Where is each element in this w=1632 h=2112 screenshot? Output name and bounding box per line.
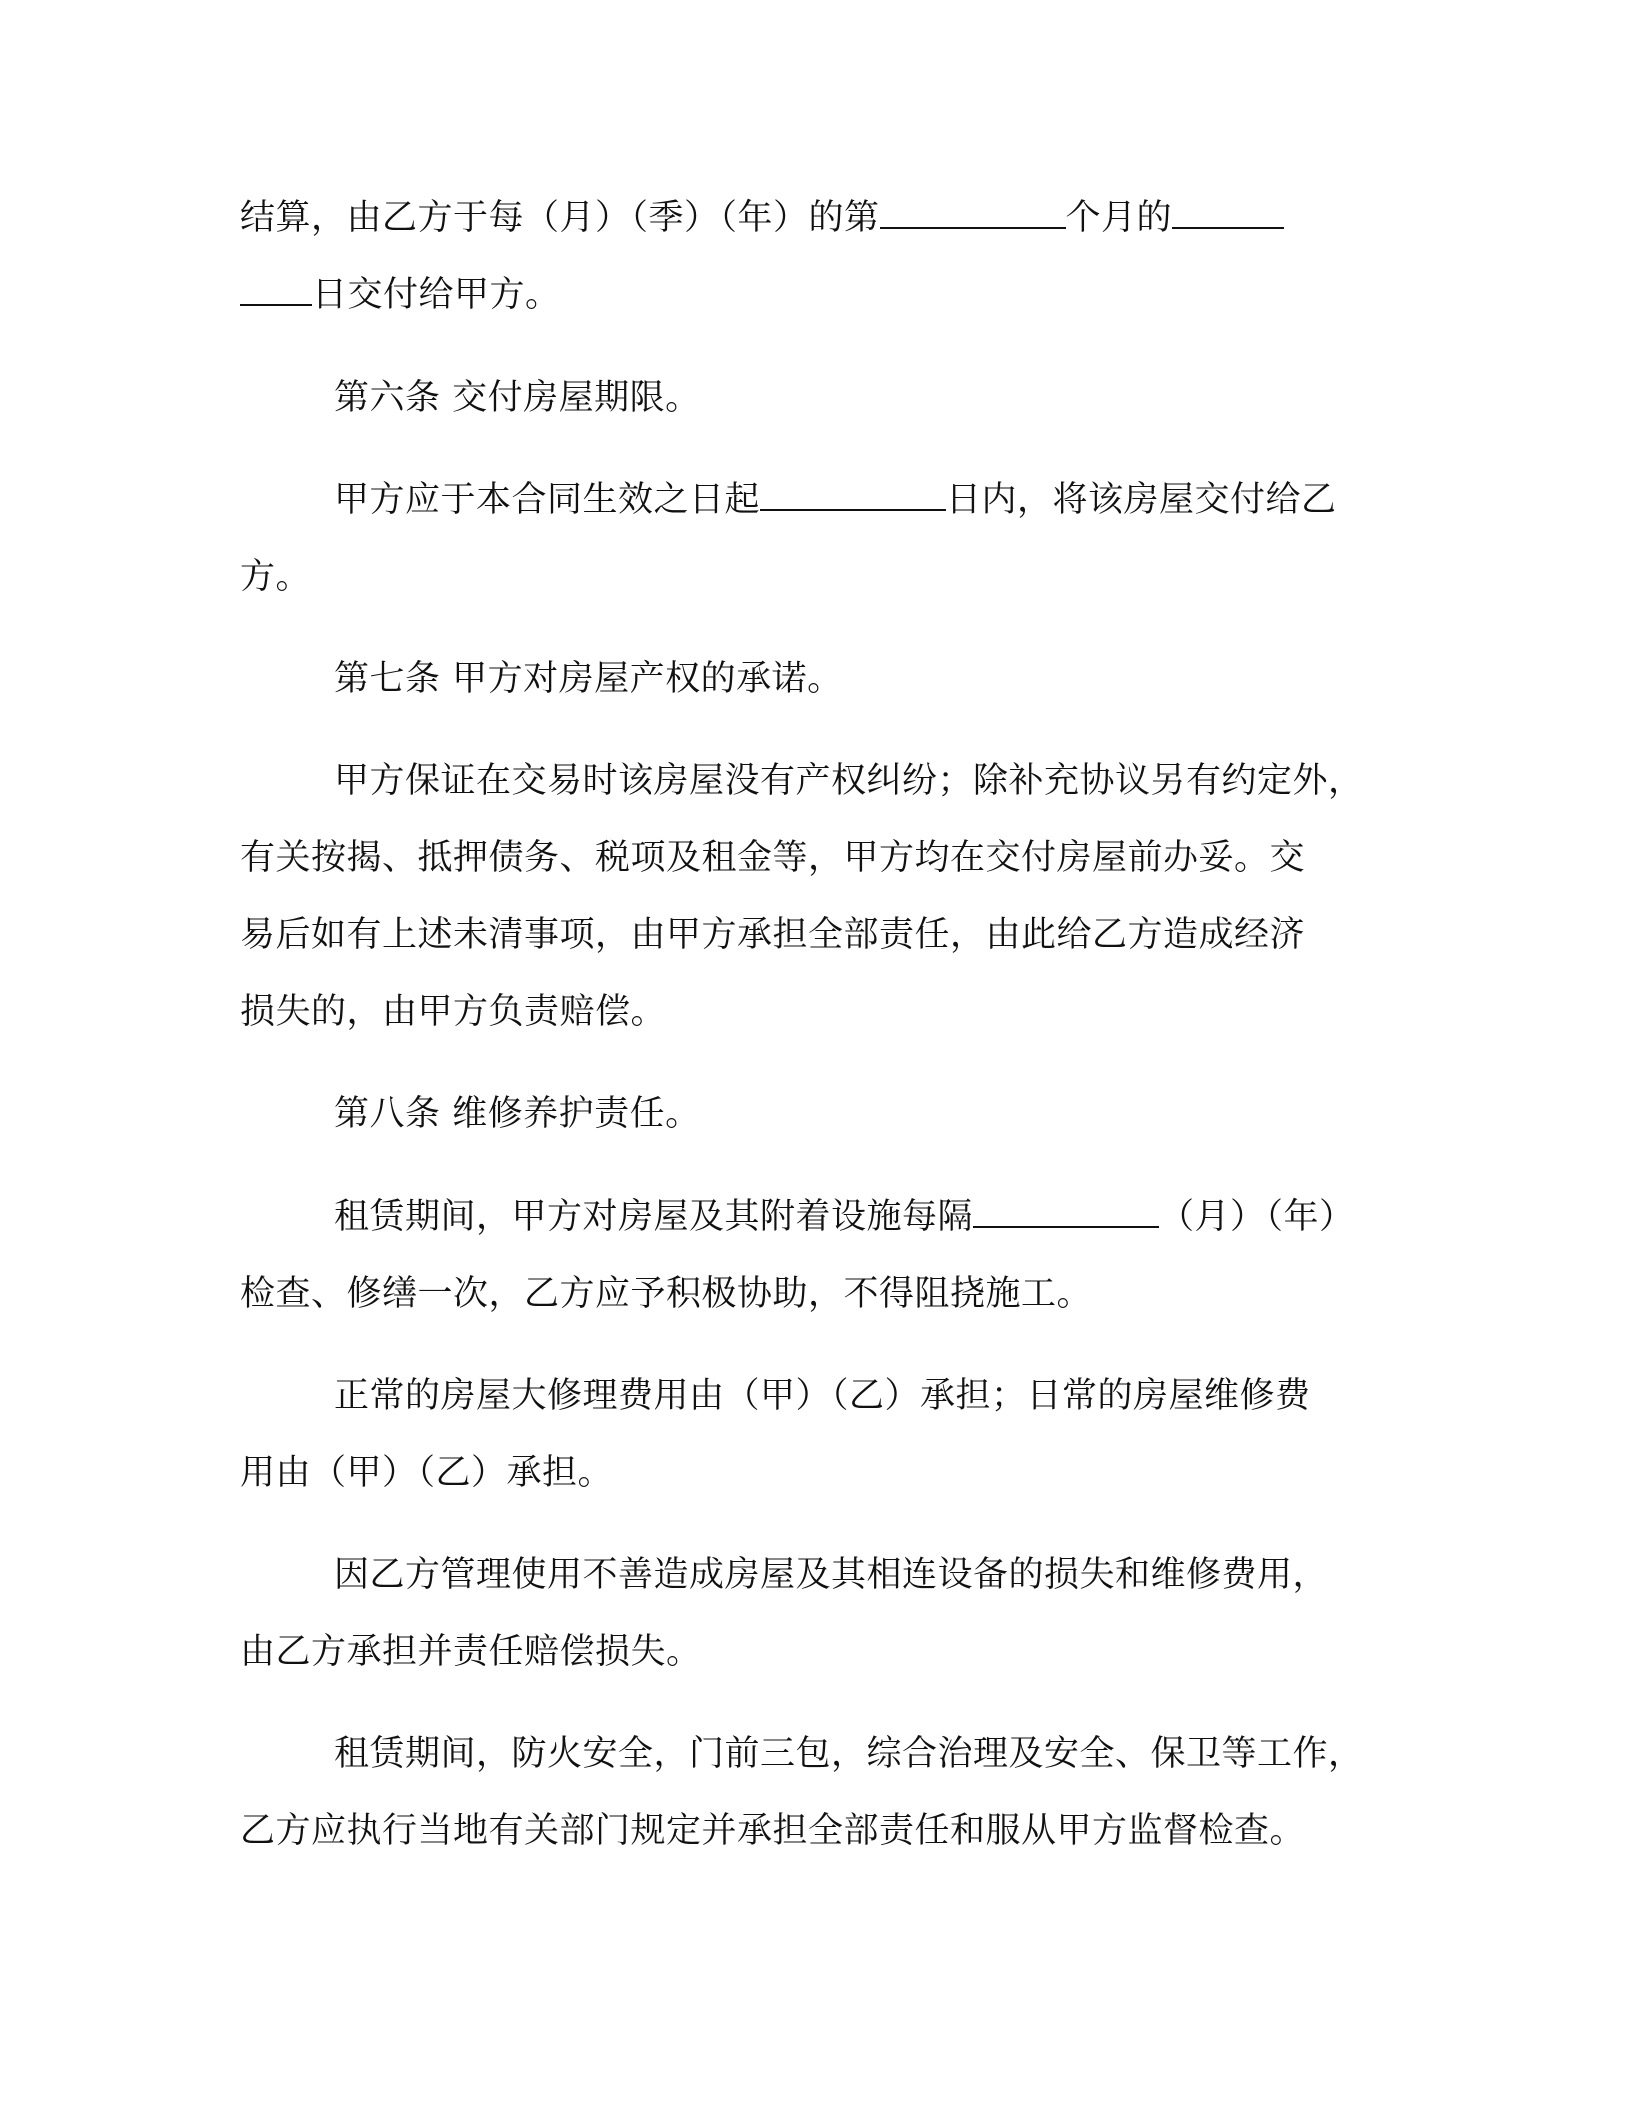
text-segment: 检查、修缮一次，乙方应予积极协助，不得阻挠施工。 [240, 1274, 1093, 1314]
heading-text: 第七条 甲方对房屋产权的承诺。 [334, 659, 843, 699]
text-segment: 损失的，由甲方负责赔偿。 [240, 992, 667, 1032]
text-segment: 甲方应于本合同生效之日起 [334, 480, 761, 520]
text-line [240, 913, 1305, 957]
text-line [334, 1195, 1355, 1239]
section-heading [334, 376, 701, 420]
text-line [334, 1553, 1328, 1597]
text-line [240, 273, 561, 317]
fill-blank [760, 479, 946, 511]
text-line [240, 1272, 1092, 1316]
text-line [240, 836, 1305, 880]
text-segment: 日交付给甲方。 [312, 275, 561, 315]
text-line [240, 990, 666, 1034]
text-segment: 个月的 [1065, 198, 1173, 238]
text-line [334, 478, 1337, 522]
text-line [334, 1732, 1364, 1776]
text-line [240, 1809, 1305, 1853]
text-segment: 租赁期间，防火安全，门前三包，综合治理及安全、保卫等工作， [334, 1734, 1364, 1774]
text-segment: 易后如有上述未清事项，由甲方承担全部责任，由此给乙方造成经济 [240, 915, 1306, 955]
text-line [240, 555, 311, 599]
text-line [334, 759, 1364, 803]
text-segment: 日内，将该房屋交付给乙 [946, 480, 1337, 520]
fill-blank [240, 274, 312, 306]
text-segment: （月）（年） [1159, 1197, 1355, 1237]
text-segment: 乙方应执行当地有关部门规定并承担全部责任和服从甲方监督检查。 [240, 1811, 1306, 1851]
text-segment: 结算，由乙方于每（月）（季）（年）的第 [240, 198, 880, 238]
text-segment: 由乙方承担并责任赔偿损失。 [240, 1632, 702, 1672]
section-heading [334, 657, 843, 701]
text-segment: 租赁期间，甲方对房屋及其附着设施每隔 [334, 1197, 974, 1237]
fill-blank [1172, 197, 1284, 229]
text-line [334, 1374, 1311, 1418]
fill-blank [973, 1196, 1159, 1228]
text-segment: 因乙方管理使用不善造成房屋及其相连设备的损失和维修费用， [334, 1555, 1329, 1595]
text-segment: 有关按揭、抵押债务、税项及租金等，甲方均在交付房屋前办妥。交 [240, 838, 1306, 878]
text-line [240, 1630, 702, 1674]
text-line [240, 1451, 613, 1495]
text-segment: 用由（甲）（乙）承担。 [240, 1453, 614, 1493]
text-segment: 正常的房屋大修理费用由（甲）（乙）承担；日常的房屋维修费 [334, 1376, 1311, 1416]
section-heading [334, 1092, 701, 1136]
heading-text: 第八条 维修养护责任。 [334, 1094, 701, 1134]
text-line [240, 196, 1284, 240]
text-segment: 方。 [240, 557, 312, 597]
text-segment: 甲方保证在交易时该房屋没有产权纠纷；除补充协议另有约定外， [334, 761, 1364, 801]
fill-blank [880, 197, 1066, 229]
heading-text: 第六条 交付房屋期限。 [334, 378, 701, 418]
